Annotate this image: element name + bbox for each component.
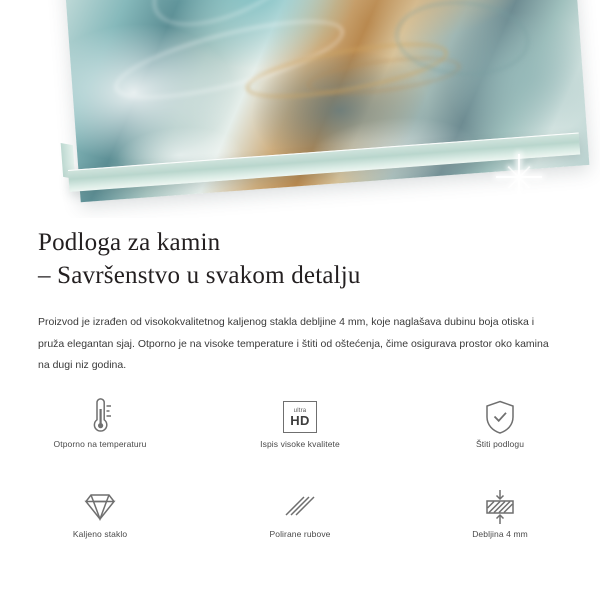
feature-item-print-quality [200,395,400,469]
feature-grid [0,395,600,559]
feature-label: Ispis visoke kvalitete [260,439,340,449]
diamond-icon [79,485,121,529]
ultra-hd-badge-top: ultra [293,407,307,414]
polished-edges-icon [280,485,320,529]
feature-item-polished-edges [200,485,400,559]
feature-item-protects-surface [400,395,600,469]
thickness-arrows-icon [480,485,520,529]
thermometer-icon [80,395,120,439]
shield-check-icon [481,395,519,439]
feature-item-thickness [400,485,600,559]
text-content [0,226,600,377]
ultra-hd-icon [283,395,317,439]
hero-image [0,0,600,218]
hero-image-inner [0,0,600,218]
feature-label: Debljina 4 mm [472,529,528,539]
feature-label: Štiti podlogu [475,439,525,449]
page-title-line2: – Savršenstvo u svakom detalju [38,262,361,289]
product-description: Proizvod je izrađen od visokokvalitetnog kaljenog stakla debljine 4 mm, koje naglašava dubinu boja otiska i pruža elegantan sjaj. Otporno je na visoke temperature i štiti od oštećenja, čime osigurava prostor oko kamina na dugi niz godina. [38,316,549,372]
page-title [0,226,600,292]
page-title-line1: Podloga za kamin [38,229,221,256]
feature-label: Polirane rubove [269,529,331,539]
feature-label: Otporno na temperaturu [53,439,147,449]
feature-item-tempered-glass [0,485,200,559]
ultra-hd-badge-bottom: HD [290,412,310,428]
feature-label: Kaljeno staklo [72,529,128,539]
feature-item-temperature [0,395,200,469]
